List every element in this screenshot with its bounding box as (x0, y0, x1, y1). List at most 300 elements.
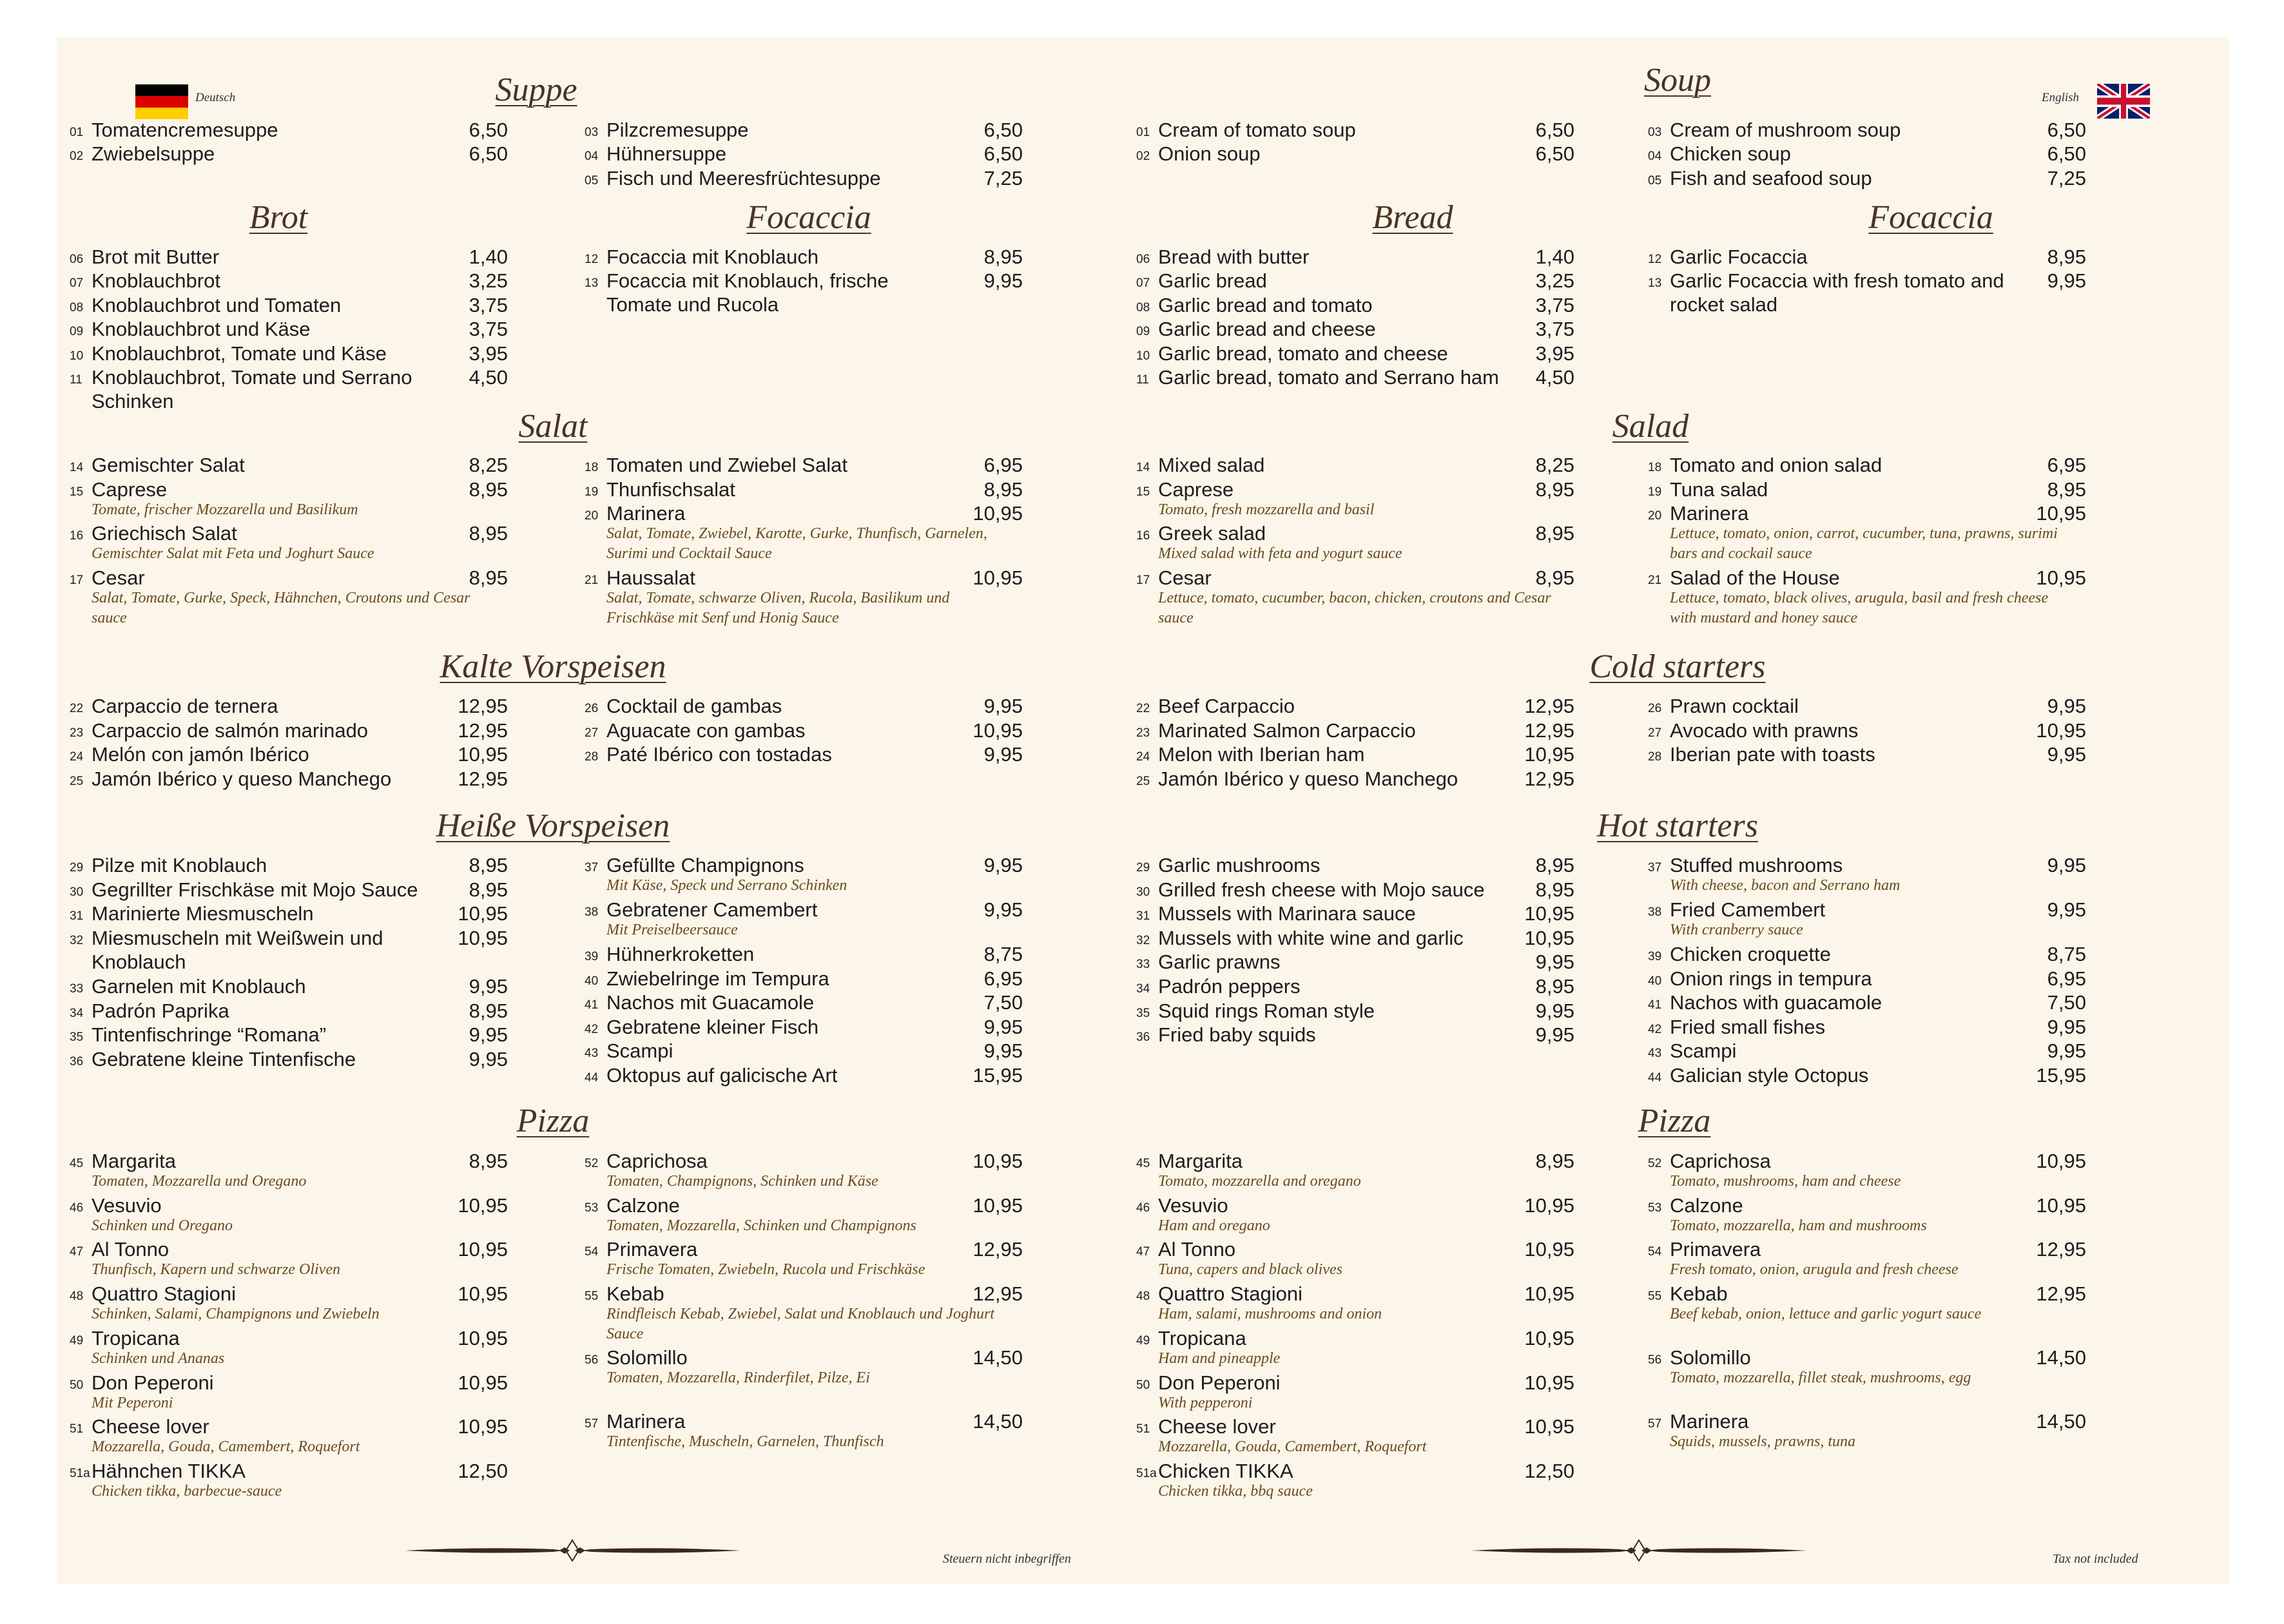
item-description: Tintenfische, Muscheln, Garnelen, Thunfisch (606, 1433, 884, 1450)
item-price: 9,95 (469, 1023, 508, 1046)
item-price: 3,25 (1535, 269, 1574, 292)
item-price: 9,95 (983, 1039, 1023, 1062)
item-price: 6,50 (983, 142, 1023, 165)
item-name: Don Peperoni (92, 1371, 214, 1394)
item-name: Oktopus auf galicische Art (606, 1064, 838, 1087)
item-price: 8,25 (469, 454, 508, 476)
item-name: Garlic bread (1158, 269, 1267, 292)
item-name: Padrón peppers (1158, 975, 1301, 998)
item-price: 9,95 (469, 1048, 508, 1070)
item-name: Gebratene kleine Tintenfische (92, 1048, 356, 1070)
item-number: 30 (70, 885, 84, 899)
item-name: Carpaccio de salmón marinado (92, 719, 369, 742)
item-number: 23 (1136, 726, 1150, 740)
item-description: Salat, Tomate, Gurke, Speck, Hähnchen, Croutons und Cesar sauce (92, 590, 470, 626)
item-description: Schinken und Oregano (92, 1217, 233, 1234)
item-description: Ham and pineapple (1158, 1350, 1281, 1367)
item-number: 42 (585, 1023, 599, 1036)
item-name: Cesar (1158, 566, 1212, 589)
item-description: Tomato, mushrooms, ham and cheese (1670, 1173, 1901, 1190)
item-price: 9,95 (2047, 1039, 2086, 1062)
item-number: 25 (70, 775, 84, 788)
item-price: 10,95 (458, 743, 508, 766)
section-title: Hot starters (1597, 807, 1758, 844)
item-name: Beef Carpaccio (1158, 695, 1295, 717)
item-number: 07 (1136, 276, 1150, 290)
item-number: 47 (1136, 1245, 1150, 1259)
item-name: Mixed salad (1158, 454, 1265, 476)
item-number: 20 (585, 509, 599, 523)
item-name: Cesar (92, 566, 145, 589)
item-price: 14,50 (2036, 1346, 2086, 1369)
item-price: 12,95 (458, 695, 508, 717)
item-name: Solomillo (1670, 1346, 1751, 1369)
item-name: Primavera (606, 1238, 698, 1261)
item-price: 9,95 (983, 695, 1023, 717)
item-number: 10 (1136, 349, 1150, 363)
item-name: Cream of mushroom soup (1670, 119, 1901, 141)
item-number: 56 (585, 1353, 599, 1367)
item-description: Tomato, fresh mozzarella and basil (1158, 501, 1375, 518)
item-price: 7,50 (2047, 991, 2086, 1014)
item-name: Al Tonno (92, 1238, 169, 1261)
item-number: 38 (585, 905, 599, 919)
item-price: 10,95 (1524, 1371, 1574, 1394)
item-number: 04 (1648, 150, 1662, 163)
item-description: Frische Tomaten, Zwiebeln, Rucola und Frischkäse (606, 1261, 925, 1278)
item-number: 06 (70, 253, 84, 266)
item-price: 9,95 (1535, 1023, 1574, 1046)
item-price: 10,95 (2036, 1194, 2086, 1217)
item-price: 10,95 (973, 502, 1023, 525)
item-price: 7,25 (983, 167, 1023, 189)
item-price: 6,50 (469, 119, 508, 141)
item-price: 12,95 (1524, 768, 1574, 790)
item-description: Mozzarella, Gouda, Camembert, Roquefort (92, 1438, 360, 1455)
item-number: 03 (585, 126, 599, 139)
item-description: Tomato, mozzarella, ham and mushrooms (1670, 1217, 1927, 1234)
item-name: Garlic Focaccia (1670, 246, 1808, 268)
item-name: Fried small fishes (1670, 1016, 1826, 1038)
item-price: 10,95 (458, 1282, 508, 1305)
item-name: Garlic bread, tomato and cheese (1158, 342, 1448, 365)
item-price: 4,50 (469, 366, 508, 389)
item-description: Tomato, mozzarella and oregano (1158, 1173, 1361, 1190)
item-number: 50 (70, 1378, 84, 1392)
item-price: 8,95 (1535, 478, 1574, 501)
section-title: Pizza (1638, 1103, 1711, 1139)
section-title: Kalte Vorspeisen (440, 648, 666, 685)
item-number: 41 (1648, 998, 1662, 1012)
item-name: Stuffed mushrooms (1670, 854, 1843, 876)
item-price: 10,95 (458, 1194, 508, 1217)
item-number: 45 (1136, 1157, 1150, 1170)
item-price: 15,95 (973, 1064, 1023, 1087)
item-name: Melón con jamón Ibérico (92, 743, 309, 766)
item-price: 10,95 (1524, 1238, 1574, 1261)
item-price: 8,75 (2047, 943, 2086, 965)
item-price: 8,95 (1535, 1150, 1574, 1172)
item-name: Garlic prawns (1158, 951, 1281, 973)
item-name: Hähnchen TIKKA (92, 1460, 246, 1482)
item-name: Vesuvio (1158, 1194, 1228, 1217)
item-description: With cranberry sauce (1670, 922, 1803, 938)
item-price: 8,95 (1535, 854, 1574, 876)
item-number: 37 (585, 861, 599, 875)
item-price: 8,95 (469, 1150, 508, 1172)
item-name: Jamón Ibérico y queso Manchego (92, 768, 392, 790)
item-number: 33 (70, 982, 84, 996)
item-number: 11 (70, 373, 82, 387)
item-description: Tomaten, Mozzarella und Oregano (92, 1173, 307, 1190)
item-number: 51a (70, 1467, 90, 1480)
item-price: 14,50 (2036, 1410, 2086, 1433)
item-name: Jamón Ibérico y queso Manchego (1158, 768, 1458, 790)
item-name: Calzone (1670, 1194, 1743, 1217)
item-name: Pilze mit Knoblauch (92, 854, 267, 876)
item-name: Al Tonno (1158, 1238, 1236, 1261)
item-number: 38 (1648, 905, 1662, 919)
item-name: Cheese lover (1158, 1415, 1276, 1438)
item-price: 3,75 (469, 294, 508, 316)
item-number: 13 (585, 276, 599, 290)
item-price: 10,95 (2036, 719, 2086, 742)
item-number: 12 (1648, 253, 1662, 266)
divider-ornament-english (1471, 1538, 1806, 1563)
section-title: Pizza (516, 1103, 590, 1139)
item-name: Brot mit Butter (92, 246, 220, 268)
item-name: Onion soup (1158, 142, 1261, 165)
item-name: Margarita (92, 1150, 176, 1172)
item-name: Focaccia mit Knoblauch (606, 246, 819, 268)
item-price: 10,95 (1524, 1194, 1574, 1217)
item-name: Chicken TIKKA (1158, 1460, 1293, 1482)
item-description: Squids, mussels, prawns, tuna (1670, 1433, 1856, 1450)
item-name: Marinera (1670, 1410, 1749, 1433)
item-name: Knoblauchbrot und Käse (92, 318, 311, 340)
item-number: 57 (1648, 1417, 1662, 1431)
item-number: 03 (1648, 126, 1662, 139)
item-price: 6,50 (469, 142, 508, 165)
item-price: 6,95 (2047, 454, 2086, 476)
item-price: 8,95 (983, 478, 1023, 501)
item-name: Tomatencremesuppe (92, 119, 278, 141)
item-name: Salad of the House (1670, 566, 1840, 589)
item-number: 16 (70, 529, 84, 543)
item-name: Hühnersuppe (606, 142, 727, 165)
item-number: 15 (70, 485, 84, 499)
item-description: With pepperoni (1158, 1395, 1253, 1411)
item-name: Zwiebelringe im Tempura (606, 967, 829, 990)
item-name: Tintenfischringe “Romana” (92, 1023, 327, 1046)
item-name: Grilled fresh cheese with Mojo sauce (1158, 878, 1485, 901)
section-title: Salad (1612, 408, 1689, 445)
item-number: 05 (585, 174, 599, 188)
item-number: 26 (1648, 702, 1662, 715)
item-price: 6,95 (983, 967, 1023, 990)
item-name: Gemischter Salat (92, 454, 245, 476)
item-number: 29 (1136, 861, 1150, 875)
item-price: 12,95 (458, 768, 508, 790)
section-title: Soup (1644, 62, 1711, 99)
item-number: 51a (1136, 1467, 1157, 1480)
item-number: 09 (1136, 325, 1150, 338)
item-price: 10,95 (458, 902, 508, 925)
item-number: 01 (70, 126, 84, 139)
item-price: 8,95 (469, 478, 508, 501)
item-price: 6,95 (2047, 967, 2086, 990)
item-name: Melon with Iberian ham (1158, 743, 1365, 766)
section-title: Focaccia (746, 199, 871, 236)
item-name: Caprichosa (606, 1150, 708, 1172)
item-price: 3,75 (469, 318, 508, 340)
item-number: 39 (585, 950, 599, 963)
item-name: Haussalat (606, 566, 695, 589)
item-price: 1,40 (469, 246, 508, 268)
item-price: 12,95 (458, 719, 508, 742)
item-name: Scampi (1670, 1039, 1737, 1062)
item-price: 8,95 (1535, 975, 1574, 998)
item-description: Tomato, mozzarella, fillet steak, mushrooms, egg (1670, 1369, 1971, 1386)
item-price: 10,95 (1524, 1327, 1574, 1349)
item-price: 9,95 (983, 269, 1023, 292)
item-number: 24 (70, 750, 84, 764)
item-name: Mussels with Marinara sauce (1158, 902, 1416, 925)
item-price: 10,95 (458, 927, 508, 949)
item-description: Fresh tomato, onion, arugula and fresh cheese (1670, 1261, 1959, 1278)
item-price: 6,50 (1535, 119, 1574, 141)
item-number: 04 (585, 150, 599, 163)
item-name: Tropicana (92, 1327, 180, 1349)
item-number: 01 (1136, 126, 1150, 139)
item-number: 11 (1136, 373, 1149, 387)
item-name: Galician style Octopus (1670, 1064, 1869, 1087)
item-number: 16 (1136, 529, 1150, 543)
item-name: Vesuvio (92, 1194, 162, 1217)
item-number: 19 (585, 485, 599, 499)
item-price: 9,95 (2047, 743, 2086, 766)
item-number: 18 (1648, 461, 1662, 474)
item-price: 10,95 (2036, 566, 2086, 589)
item-price: 6,50 (2047, 142, 2086, 165)
item-number: 23 (70, 726, 84, 740)
item-name: Marinera (1670, 502, 1749, 525)
item-number: 28 (1648, 750, 1662, 764)
item-number: 02 (1136, 150, 1150, 163)
item-number: 14 (70, 461, 84, 474)
item-name: Margarita (1158, 1150, 1243, 1172)
item-name: Knoblauchbrot und Tomaten (92, 294, 342, 316)
item-number: 10 (70, 349, 84, 363)
item-number: 51 (1136, 1422, 1150, 1436)
item-price: 10,95 (973, 719, 1023, 742)
item-price: 3,75 (1535, 294, 1574, 316)
language-label-german: Deutsch (195, 91, 236, 104)
item-number: 30 (1136, 885, 1150, 899)
item-number: 47 (70, 1245, 84, 1259)
item-name: Zwiebelsuppe (92, 142, 215, 165)
item-price: 8,95 (469, 1000, 508, 1022)
divider-ornament-german (405, 1538, 740, 1563)
item-name: Padrón Paprika (92, 1000, 229, 1022)
item-name: Squid rings Roman style (1158, 1000, 1375, 1022)
item-price: 8,95 (1535, 566, 1574, 589)
item-price: 7,25 (2047, 167, 2086, 189)
item-name: Marinierte Miesmuscheln (92, 902, 314, 925)
item-price: 8,95 (2047, 246, 2086, 268)
item-price: 3,75 (1535, 318, 1574, 340)
item-description: Ham and oregano (1158, 1217, 1270, 1234)
item-description: Ham, salami, mushrooms and onion (1158, 1306, 1382, 1322)
item-name: Knoblauchbrot (92, 269, 220, 292)
item-name: Greek salad (1158, 522, 1266, 545)
item-name: Focaccia mit Knoblauch, frische Tomate und Rucola (606, 269, 889, 316)
item-number: 13 (1648, 276, 1662, 290)
item-description: Gemischter Salat mit Feta und Joghurt Sauce (92, 545, 374, 562)
item-description: Schinken und Ananas (92, 1350, 225, 1367)
item-description: Salat, Tomate, Zwiebel, Karotte, Gurke, Thunfisch, Garnelen, Surimi und Cocktail Sauce (606, 525, 987, 562)
item-price: 10,95 (2036, 502, 2086, 525)
item-number: 33 (1136, 958, 1150, 971)
item-name: Cream of tomato soup (1158, 119, 1356, 141)
section-title: Salat (518, 408, 588, 445)
item-name: Carpaccio de ternera (92, 695, 278, 717)
tax-footnote-german: Steuern nicht inbegriffen (943, 1552, 1071, 1566)
item-price: 8,95 (2047, 478, 2086, 501)
item-number: 14 (1136, 461, 1150, 474)
item-name: Tomato and onion salad (1670, 454, 1882, 476)
item-price: 9,95 (2047, 269, 2086, 292)
item-price: 12,95 (2036, 1282, 2086, 1305)
item-price: 6,50 (983, 119, 1023, 141)
item-name: Garlic bread, tomato and Serrano ham (1158, 366, 1499, 389)
item-name: Tuna salad (1670, 478, 1768, 501)
item-number: 55 (585, 1290, 599, 1303)
item-number: 36 (1136, 1030, 1150, 1044)
item-number: 55 (1648, 1290, 1662, 1303)
item-price: 7,50 (983, 991, 1023, 1014)
item-name: Paté Ibérico con tostadas (606, 743, 832, 766)
item-number: 46 (70, 1201, 84, 1215)
item-number: 32 (1136, 934, 1150, 947)
item-price: 10,95 (1524, 1282, 1574, 1305)
item-number: 12 (585, 253, 599, 266)
item-price: 8,25 (1535, 454, 1574, 476)
item-number: 53 (1648, 1201, 1662, 1215)
item-price: 10,95 (458, 1415, 508, 1438)
item-name: Tropicana (1158, 1327, 1246, 1349)
item-description: Mixed salad with feta and yogurt sauce (1158, 545, 1402, 562)
item-price: 8,75 (983, 943, 1023, 965)
item-number: 08 (70, 301, 84, 314)
item-number: 45 (70, 1157, 84, 1170)
item-price: 10,95 (458, 1371, 508, 1394)
item-price: 10,95 (973, 1194, 1023, 1217)
item-price: 9,95 (2047, 854, 2086, 876)
item-name: Marinated Salmon Carpaccio (1158, 719, 1416, 742)
item-number: 02 (70, 150, 84, 163)
item-number: 34 (70, 1007, 84, 1020)
item-name: Onion rings in tempura (1670, 967, 1872, 990)
item-price: 10,95 (1524, 927, 1574, 949)
item-number: 35 (70, 1030, 84, 1044)
item-description: Lettuce, tomato, cucumber, bacon, chicken, croutons and Cesar sauce (1158, 590, 1551, 626)
item-number: 07 (70, 276, 84, 290)
item-name: Hühnerkroketten (606, 943, 755, 965)
item-description: Rindfleisch Kebab, Zwiebel, Salat und Knoblauch und Joghurt Sauce (606, 1306, 994, 1342)
item-name: Chicken croquette (1670, 943, 1831, 965)
item-name: Nachos mit Guacamole (606, 991, 815, 1014)
item-number: 40 (585, 974, 599, 988)
item-name: Gebratener Camembert (606, 898, 818, 921)
item-number: 26 (585, 702, 599, 715)
item-price: 12,50 (458, 1460, 508, 1482)
item-price: 12,95 (973, 1238, 1023, 1261)
item-number: 21 (1648, 574, 1662, 587)
item-name: Solomillo (606, 1346, 688, 1369)
item-number: 05 (1648, 174, 1662, 188)
language-label-english: English (2042, 91, 2080, 104)
item-name: Fisch und Meeresfrüchtesuppe (606, 167, 881, 189)
item-price: 9,95 (2047, 695, 2086, 717)
item-name: Caprichosa (1670, 1150, 1771, 1172)
item-number: 27 (1648, 726, 1662, 740)
item-name: Cheese lover (92, 1415, 209, 1438)
item-number: 36 (70, 1055, 84, 1068)
item-number: 40 (1648, 974, 1662, 988)
item-price: 10,95 (1524, 743, 1574, 766)
item-number: 25 (1136, 775, 1150, 788)
item-name: Scampi (606, 1039, 673, 1062)
item-number: 06 (1136, 253, 1150, 266)
item-number: 37 (1648, 861, 1662, 875)
item-number: 53 (585, 1201, 599, 1215)
item-description: Beef kebab, onion, lettuce and garlic yogurt sauce (1670, 1306, 1982, 1322)
item-price: 9,95 (983, 854, 1023, 876)
item-description: Schinken, Salami, Champignons und Zwiebeln (92, 1306, 380, 1322)
item-price: 10,95 (1524, 902, 1574, 925)
item-number: 31 (1136, 909, 1150, 923)
item-name: Bread with butter (1158, 246, 1310, 268)
item-price: 8,95 (1535, 878, 1574, 901)
item-name: Garlic bread and tomato (1158, 294, 1373, 316)
item-number: 48 (1136, 1290, 1150, 1303)
item-number: 54 (585, 1245, 599, 1259)
item-description: Mit Peperoni (92, 1395, 173, 1411)
item-number: 09 (70, 325, 84, 338)
item-price: 9,95 (1535, 1000, 1574, 1022)
item-description: Tomaten, Mozzarella, Rinderfilet, Pilze, Ei (606, 1369, 870, 1386)
item-price: 8,95 (1535, 522, 1574, 545)
section-title: Bread (1372, 199, 1453, 236)
item-number: 15 (1136, 485, 1150, 499)
item-price: 8,95 (469, 854, 508, 876)
item-price: 9,95 (469, 975, 508, 998)
item-price: 10,95 (2036, 1150, 2086, 1172)
item-name: Fried baby squids (1158, 1023, 1316, 1046)
item-price: 9,95 (2047, 898, 2086, 921)
item-description: Lettuce, tomato, black olives, arugula, basil and fresh cheese with mustard and honey sauce (1670, 590, 2049, 626)
item-description: Thunfisch, Kapern und schwarze Oliven (92, 1261, 340, 1278)
item-name: Knoblauchbrot, Tomate und Serrano Schinken (92, 366, 412, 412)
item-description: Lettuce, tomato, onion, carrot, cucumber, tuna, prawns, surimi bars and cockail sauce (1670, 525, 2058, 562)
item-price: 8,95 (983, 246, 1023, 268)
section-title: Heiße Vorspeisen (436, 807, 670, 844)
item-name: Thunfischsalat (606, 478, 735, 501)
item-number: 42 (1648, 1023, 1662, 1036)
item-number: 44 (1648, 1071, 1662, 1085)
item-name: Tomaten und Zwiebel Salat (606, 454, 847, 476)
